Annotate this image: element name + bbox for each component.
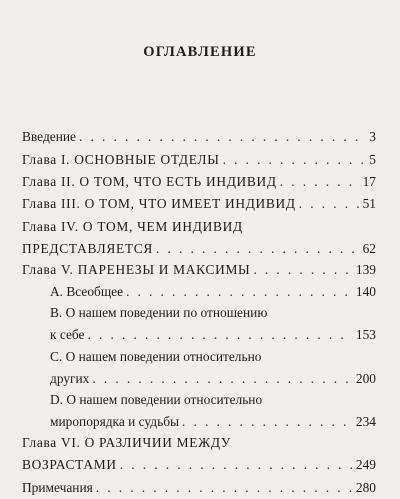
dot-leader bbox=[182, 411, 353, 433]
toc-entry-title: других bbox=[50, 370, 90, 386]
toc-page-number: 5 bbox=[369, 151, 376, 167]
toc-page-number: 140 bbox=[355, 283, 376, 299]
toc-entry bbox=[22, 216, 376, 259]
toc-entry-title: Введение bbox=[22, 129, 76, 144]
toc-page-number: 280 bbox=[355, 480, 376, 495]
toc-entry bbox=[22, 477, 376, 499]
dot-leader bbox=[253, 259, 352, 281]
toc-entry-row bbox=[22, 259, 376, 281]
toc-page-number: 153 bbox=[355, 326, 376, 342]
toc-entry bbox=[22, 281, 376, 303]
toc-entry-title: Примечания bbox=[22, 480, 93, 495]
dot-leader bbox=[280, 171, 360, 193]
dot-leader bbox=[120, 454, 353, 476]
toc-entry-row bbox=[22, 477, 376, 499]
toc-entry-row bbox=[22, 193, 376, 215]
toc-entry-title-line: D. О нашем поведении относительно bbox=[50, 392, 263, 407]
toc-entry-title: A. Всеобщее bbox=[50, 283, 124, 299]
toc-entry-title: Глава V. ПАРЕНЕЗЫ И МАКСИМЫ bbox=[22, 262, 251, 277]
toc-entry-title-line: Глава IV. О ТОМ, ЧЕМ ИНДИВИД bbox=[22, 219, 243, 234]
toc-page-number: 62 bbox=[362, 240, 376, 256]
dot-leader bbox=[126, 281, 353, 303]
toc-entry bbox=[22, 389, 376, 432]
toc-entry-row bbox=[22, 149, 376, 171]
toc-page-number: 234 bbox=[355, 413, 376, 429]
toc-entry-title: к себе bbox=[50, 326, 85, 342]
toc-entry-row bbox=[22, 171, 376, 193]
toc-entry-row bbox=[22, 238, 376, 260]
toc-entry bbox=[22, 346, 376, 389]
toc-entry bbox=[22, 432, 376, 475]
dot-leader bbox=[223, 149, 367, 171]
dot-leader bbox=[92, 368, 353, 390]
toc-entry-title: Глава III. О ТОМ, ЧТО ИМЕЕТ ИНДИВИД bbox=[22, 195, 296, 211]
toc-entry-title-line: C. О нашем поведении относительно bbox=[50, 349, 262, 364]
page-title: ОГЛАВЛЕНИЕ bbox=[143, 44, 257, 60]
dot-leader bbox=[96, 477, 353, 499]
toc-entry bbox=[22, 259, 376, 281]
toc-entry-title-line: B. О нашем поведении по отношению bbox=[50, 305, 268, 320]
toc-entry bbox=[22, 149, 376, 171]
dot-leader bbox=[87, 324, 352, 346]
toc-entry bbox=[22, 171, 376, 193]
toc-entry-title-line: Глава VI. О РАЗЛИЧИИ МЕЖДУ bbox=[22, 435, 232, 450]
dot-leader bbox=[299, 193, 360, 215]
toc-entry-row bbox=[50, 368, 376, 390]
toc-entry bbox=[22, 126, 376, 148]
toc-entry-title: Глава I. ОСНОВНЫЕ ОТДЕЛЫ bbox=[22, 151, 220, 167]
toc-entry-title: ВОЗРАСТАМИ bbox=[22, 456, 117, 472]
toc-entry-row bbox=[50, 411, 376, 433]
toc-page-number: 3 bbox=[369, 129, 376, 144]
dot-leader bbox=[156, 238, 360, 260]
toc-entry-row bbox=[50, 324, 376, 346]
toc-page-number: 200 bbox=[355, 370, 376, 386]
toc-page-number: 17 bbox=[362, 174, 376, 189]
toc-page-number: 249 bbox=[355, 456, 376, 472]
toc-entry bbox=[22, 302, 376, 345]
dot-leader bbox=[79, 126, 366, 148]
toc-entry-row bbox=[50, 281, 376, 303]
toc-entry-title: Глава II. О ТОМ, ЧТО ЕСТЬ ИНДИВИД bbox=[22, 174, 277, 189]
toc-entry-row bbox=[22, 454, 376, 476]
toc-entry-title: миропорядка и судьбы bbox=[50, 413, 180, 429]
table-of-contents bbox=[22, 126, 376, 499]
toc-page-number: 139 bbox=[355, 262, 376, 277]
toc-entry bbox=[22, 193, 376, 215]
toc-page-number: 51 bbox=[362, 195, 376, 211]
toc-entry-row bbox=[22, 126, 376, 148]
toc-entry-title: ПРЕДСТАВЛЯЕТСЯ bbox=[22, 240, 154, 256]
